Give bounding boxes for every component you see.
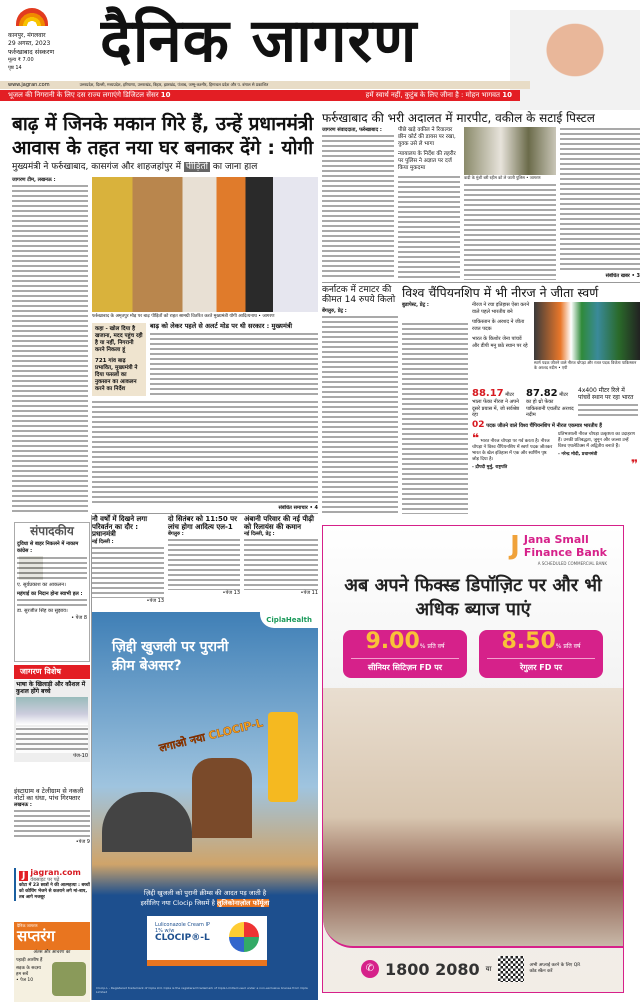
lead-photo — [92, 177, 318, 312]
buffalo-image — [102, 792, 192, 852]
court-bullets — [398, 127, 460, 172]
neeraj-bullet: भारत के किशोर जेना पांचवें और डीपी मनु छठे स्थान पर रहे — [472, 335, 528, 349]
fake-notes-story: इंस्टाग्राम व टेलीग्राम से नकली नोटों का धंधा, पांच गिरफ्तार लखनऊ : •पेज 9 — [14, 787, 90, 846]
lead-story — [12, 112, 318, 512]
lead-bullet: 721 गांव बाढ़ प्रभावित, मुख्यमंत्री ने दिया फसलों का नुकसान का आकलन करने का निर्देश — [95, 358, 138, 392]
lead-subhead: मुख्यमंत्री ने फर्रुखाबाद, कासगंज और शाहजहांपुर में पीड़ितों का जाना हाल — [12, 162, 258, 172]
quote-open-icon: ❝ — [472, 430, 480, 445]
quote-close-icon: ❞ — [630, 456, 638, 471]
jagran-special-box: भाषा के खिलाड़ी और कौशल में कुशल होंगे बच्चे पेज-10 — [14, 680, 90, 762]
court-col-text-2 — [464, 183, 556, 280]
tomato-story — [322, 286, 398, 513]
ticker-left[interactable]: भूजल की निगरानी के लिए दस राज्य लगाएंगे डिजिटल सेंसर 10 — [8, 91, 171, 99]
jagran-logo — [16, 8, 48, 26]
court-right-text — [560, 127, 640, 273]
brief-aditya: दो सितंबर को 11:50 पर लांच होगा आदित्य एल-1 बेंगलुरु : •पेज 13 — [168, 515, 240, 597]
jana-logo: J Jana Small Finance Bank A SCHEDULED COMMERCIAL BANK — [510, 531, 607, 566]
shield-icon — [229, 922, 259, 952]
tomato-byline: बेंगलुरु, प्रेट्र : — [322, 307, 347, 314]
issue-date: 29 अगस्त, 2023 — [8, 40, 51, 47]
phone-number[interactable]: 1800 2080 — [385, 959, 480, 979]
qr-code[interactable] — [498, 956, 524, 982]
lead-photo-caption: फर्रुखाबाद के अमृतपुर मोड़ पर बाढ़ पीड़ितों को राहत सामग्री वितरित करते मुख्यमंत्री योगी आदित्यनाथ • जागरण — [92, 314, 275, 319]
ticker-right[interactable]: हमें स्वार्थ नहीं, कुटुंब के लिए जीना है : मोहन भागवत 10 — [365, 91, 512, 99]
neeraj-bullet: नीरज ने रचा इतिहास ऐसा करने वाले पहले भारतीय बने — [472, 301, 530, 315]
website-link[interactable]: www.jagran.com — [8, 82, 50, 88]
neeraj-byline: बुडापेस्ट, प्रेट्र : — [402, 301, 429, 308]
cipla-tagline: लगाओ नया CLOCIP-L — [157, 716, 265, 755]
editorial-box: संपादकीय दुविधा से बाहर निकलने में नाकाम कांग्रेस : ए. सूर्यप्रकाश का आकलन। महंगाई का निदान होना स्वाभी हल : डा. सुरजीत सिंह का सुझाव। • पेज 8 — [14, 522, 90, 662]
jagran-j-logo: J — [19, 871, 28, 881]
divider — [92, 513, 318, 514]
neeraj-note: 02 पदक जीतने वाले विश्व चैंपियनशिप में नीरज एकमात्र भारतीय हैं — [472, 419, 602, 430]
mohan-bhagwat-photo — [510, 10, 640, 110]
man-image — [192, 758, 252, 838]
court-credit: संबंधित खबर • 3 — [605, 273, 640, 279]
brief-reliance: अंबानी परिवार की नई पीढ़ी को रिलायंस की कमान नई दिल्ली, प्रेट्र : •पेज 11 — [244, 515, 318, 597]
lead-credit: संबंधित समाचार • 4 — [278, 505, 318, 511]
family-photo — [323, 688, 623, 948]
cipla-ad[interactable]: CiplaHealth ज़िद्दी खुजली पर पुरानी क्रीम बेअसर? लगाओ नया CLOCIP-L ज़िद्दी खुजली को पुरानी क्रीम्स की आदत पड़ जाती है इसीलिए नया Clocip जिसमें है लुलिकोनाज़ोल फॉर्मूला Luliconazole Cream IP 1% w/w CLOCIP®-L Clocip-L - Registered trademark of Cipla Ltd. Cipla is the registered trademark of Cipla Limited used under a non-exclusive license from Cipla Limited — [92, 612, 318, 1000]
court-photo-caption: वादी के मुंशी बरी रहीम को ले जाती पुलिस • जागरण — [464, 175, 541, 181]
neeraj-bullets — [472, 302, 530, 370]
edition-name: फर्रुखाबाद संस्करण — [8, 48, 55, 56]
neeraj-photo-caption: स्वर्ण पदक जीतने वाले नीरज चोपड़ा और रजत पदक विजेता पाकिस्तान के अरशद नदीम • एपी — [534, 359, 637, 370]
lead-highlight-box — [92, 323, 146, 396]
court-bullet: न्यायालय के निर्देश की तहरीर पर पुलिस ने अज्ञात पर दर्ज किया मुकदमा — [398, 151, 456, 172]
edition-info — [8, 32, 88, 72]
saptrang-promo: दैनिक जागरण सप्तरंग अंतस और आचरण का पहाड़ी आशीष हैं सड़क के सदस्य हम सबें • पेज 10 — [14, 922, 90, 1002]
neeraj-extras — [472, 388, 638, 471]
brief-pm: नौ वर्षों में दिखने लगा परिवर्तन का दौर : प्रधानमंत्री नई दिल्ली : •पेज 13 — [92, 515, 164, 605]
page-count: पृष्ठ 14 — [8, 65, 22, 71]
neeraj-headline: विश्व चैंपियनशिप में भी नीरज ने जीता स्वर्ण — [402, 285, 599, 300]
court-story — [322, 112, 640, 280]
jagran-special-banner: जागरण विशेष — [14, 665, 90, 679]
neeraj-bullet: पाकिस्तान के अरशद ने जीता रजत पदक — [472, 318, 525, 332]
clocip-box: Luliconazole Cream IP 1% w/w CLOCIP®-L — [147, 916, 267, 966]
lead-continued-text — [92, 400, 318, 505]
relay-story: 4x400 मीटर रिले में पांचवें स्थान पर रहा भारत — [578, 388, 638, 419]
court-headline: फर्रुखाबाद की भरी अदालत में मारपीट, वकील के सटाई पिस्टल — [322, 111, 595, 125]
neeraj-photo — [534, 302, 640, 360]
lead-subheadline: बाढ़ को लेकर पहले से अलर्ट मोड पर थी सरकार : मुख्यमंत्री — [150, 322, 293, 330]
lead-byline: जागरण टीम, लखनऊ : — [12, 177, 56, 183]
rate-card-senior: 9.00% प्रति वर्ष सीनियर सिटिज़न FD पर — [343, 630, 467, 678]
cipla-headline: ज़िद्दी खुजली पर पुरानी क्रीम बेअसर? — [112, 639, 229, 674]
contact-row: ✆ 1800 2080 या अभी अप्लाई करने के लिए QR कोड स्कैन करें — [361, 956, 623, 982]
court-byline: जागरण संवाददाता, फर्रुखाबाद : — [322, 127, 382, 134]
web-promo[interactable]: J jagran.com वेबसाइट पर पढ़ें कोटा में 23 छात्रों ने की आत्महत्या : बच्चों को कोचिंग भेजने से कतराने लगे मां-बाप, तब आगे मजबूर — [14, 868, 90, 901]
students-photo — [16, 697, 88, 725]
rate-card-regular: 8.50% प्रति वर्ष रेगुलर FD पर — [479, 630, 603, 678]
cipla-health-logo: CiplaHealth — [260, 612, 318, 628]
lead-body-text — [12, 184, 88, 512]
quote-president: ❝ भारत नीरज चोपड़ा पर गर्व करता है। नीरज चोपड़ा ने विश्व चैंपियनशिप में स्वर्ण पदक जीतकर भारत के खेल इतिहास में एक और स्वर्णिम पृष्ठ जोड़ दिया है। - द्रौपदी मुर्मु, राष्ट्रपति — [472, 430, 553, 470]
quote-pm: प्रतिभाशाली नीरज चोपड़ा उत्कृष्टता का उदाहरण हैं। उनकी प्रतिबद्धता, जुनून और जज्बा उन्हें विश्व एथलेटिक्स में अद्वितीय बनाते हैं। - नरेन्द्र मोदी, प्रधानमंत्री ❞ — [558, 431, 638, 471]
divider — [322, 282, 640, 283]
masthead-strip — [0, 81, 530, 89]
neeraj-body-text — [402, 322, 468, 514]
court-bullet: पीछे खड़े वकील ने रिवाल्वर छीन कोर्ट की डायस पर रखा, युवक उसे ले भागा — [398, 127, 456, 148]
cream-brush-image — [268, 712, 298, 802]
tomato-headline: कर्नाटक में टमाटर की कीमत 14 रुपये किलो — [322, 285, 396, 305]
lead-sub-text — [150, 332, 318, 396]
stat-box-2: 87.82 मीटर का हो थ्रो फेंका पाकिस्तानी एथलीट अरशद नदीम — [526, 388, 574, 418]
lead-headline: बाढ़ में जिनके मकान गिरे हैं, उन्हें प्रधानमंत्री आवास के तहत नया घर बनाकर देंगे : योगी — [12, 113, 314, 159]
jana-headline: अब अपने फिक्स्ड डिपॉज़िट पर और भी अधिक ब्याज पाएं — [344, 574, 602, 620]
tomato-body-text — [322, 315, 398, 513]
city-day: कानपुर, मंगलवार — [8, 32, 46, 39]
states-list: उत्तरप्रदेश, दिल्ली, मध्यप्रदेश, हरियाणा, उत्तराखंड, बिहार, झारखंड, पंजाब, जम्मू-कश्मीर, हिमाचल प्रदेश और प. बंगाल से प्रकाशित — [79, 82, 269, 87]
price: मूल्य ₹ 7.00 — [8, 57, 34, 63]
phone-icon: ✆ — [361, 960, 379, 978]
ticker-bar — [0, 90, 520, 101]
lead-bullet: कहा - खोल दिया है खजाना, मदद पहुंच रही है या नहीं, निगरानी करने निकला हूं — [95, 326, 143, 353]
court-body-text — [322, 134, 394, 280]
court-col-text — [398, 175, 460, 280]
jana-j-icon: J — [510, 531, 520, 561]
court-photo — [464, 127, 556, 175]
jana-bank-ad[interactable] — [322, 525, 624, 993]
saptrang-illustration — [52, 962, 86, 996]
stat-box-1: 88.17 मीटर भाला फेंका नीरज ने अपने दूसरे प्रयास में, जो सर्वश्रेष्ठ रहा — [472, 388, 520, 418]
newspaper-title: दैनिक जागरण — [100, 6, 418, 76]
